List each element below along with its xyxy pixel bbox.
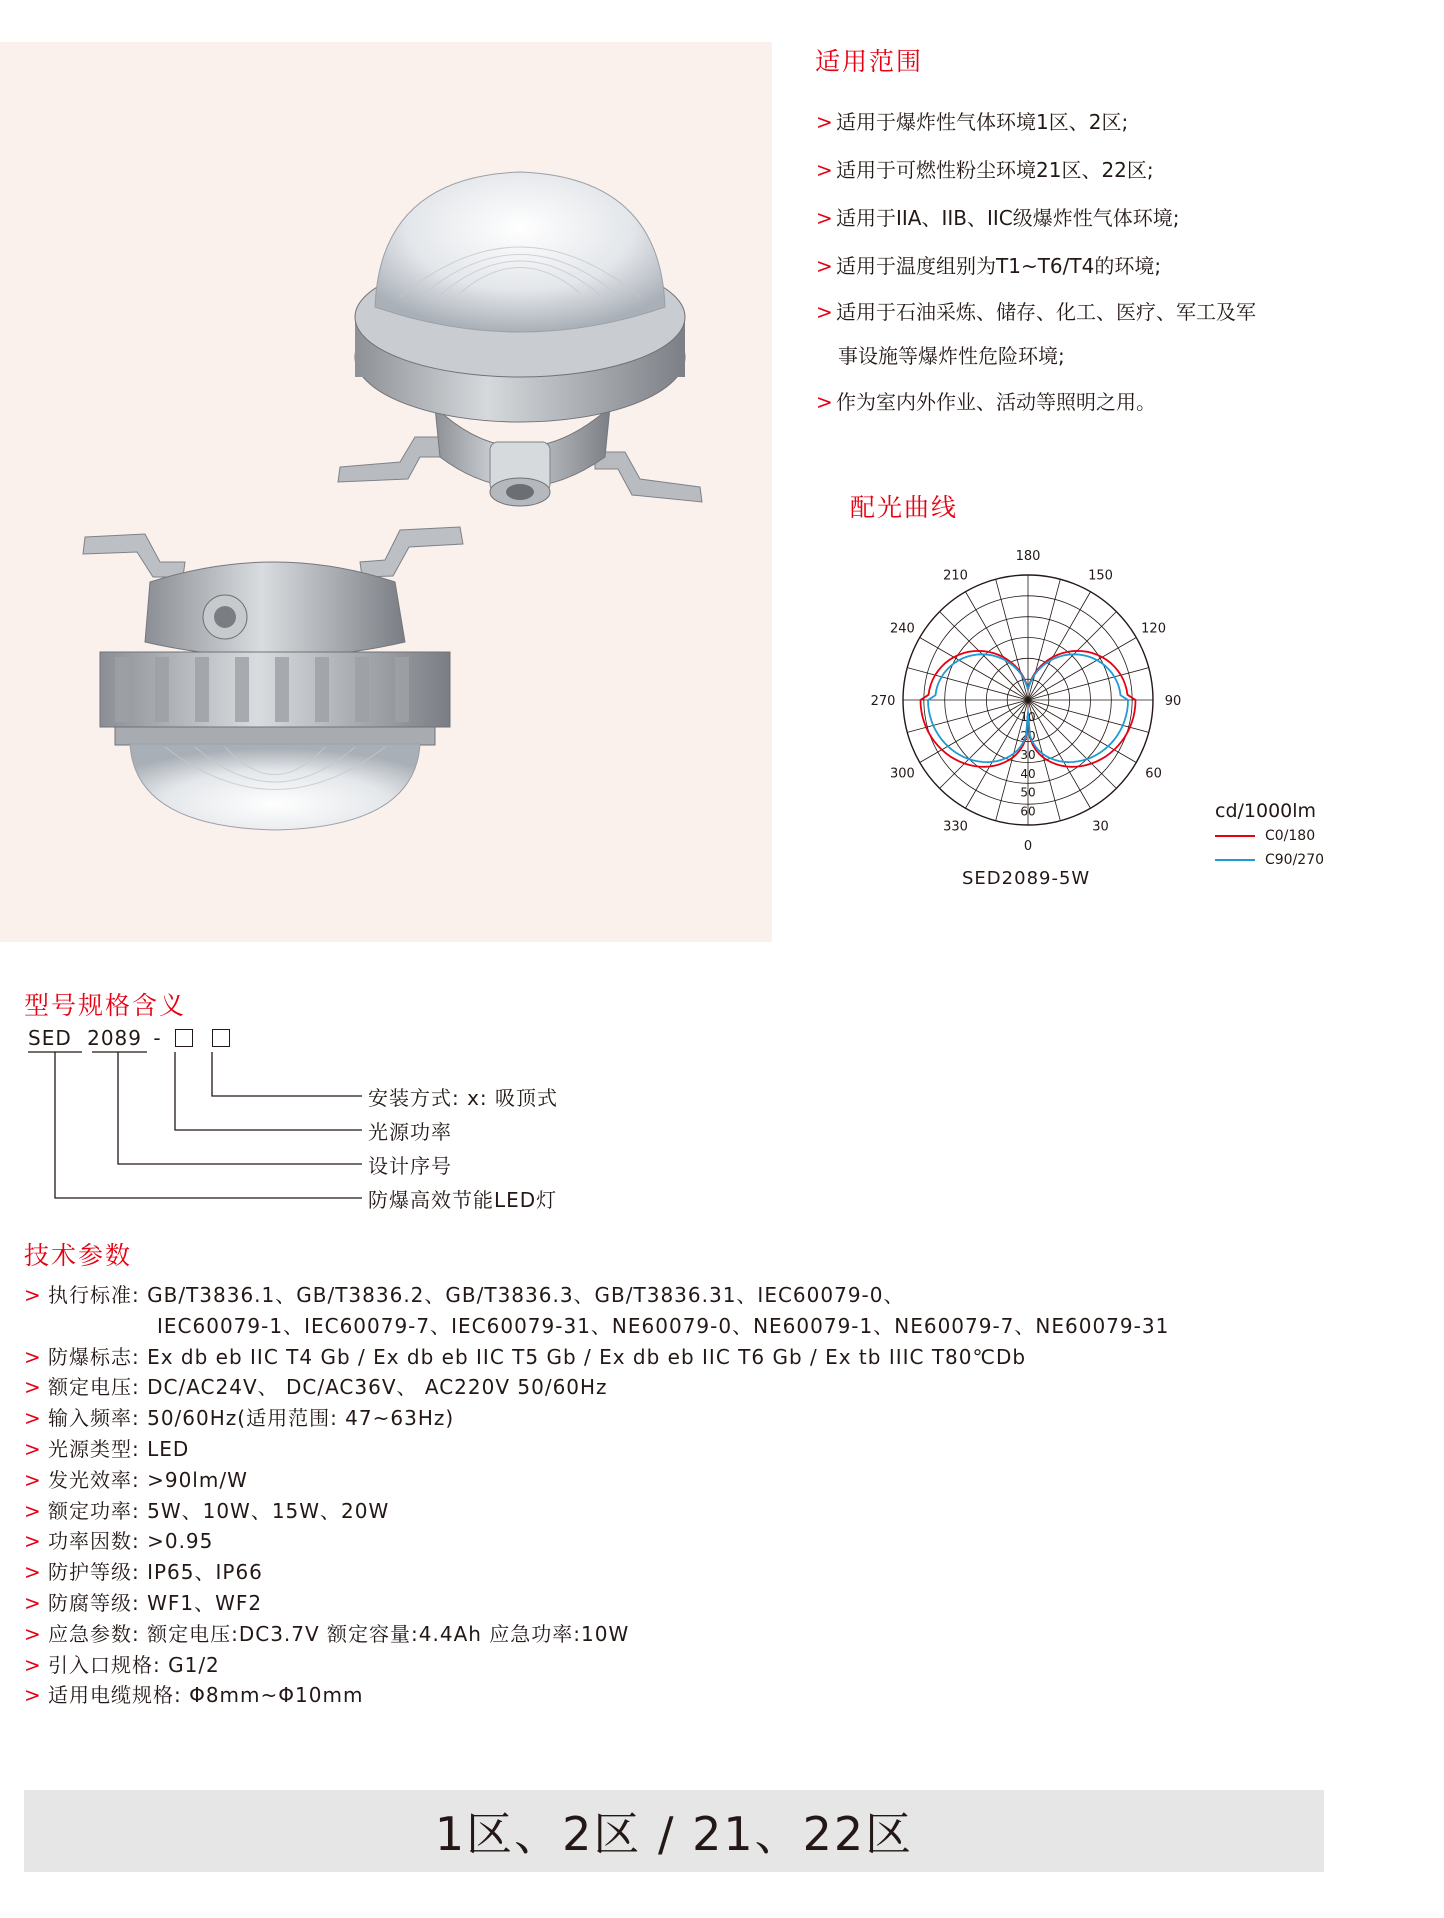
light-curve-title: 配光曲线 [850,493,959,522]
polar-angle-label: 300 [890,766,915,782]
polar-spoke [940,612,1028,700]
param-row: > 输入频率: 50/60Hz(适用范围: 47~63Hz) [24,1406,455,1431]
polar-angle-label: 240 [890,621,915,637]
param-row: > 光源类型: LED [24,1436,190,1461]
polar-spoke [1028,700,1116,788]
model-number: 2089 [87,1026,142,1050]
param-row: > 防腐等级: WF1、WF2 [24,1590,263,1615]
param-row-continued: IEC60079-1、IEC60079-7、IEC60079-31、NE60079-0、NE60079-1、NE60079-7、NE60079-31 [157,1313,1170,1338]
param-row: > 执行标准: GB/T3836.1、GB/T3836.2、GB/T3836.3、GB/T3836.31、IEC60079-0、 [24,1283,905,1307]
polar-spoke [966,700,1029,808]
scope-item: > 作为室内外作业、活动等照明之用。 [816,390,1156,414]
spec-label-design-no: 设计序号 [368,1154,452,1178]
spec-label-product-type: 防爆高效节能LED灯 [368,1188,558,1212]
model-code [28,1026,230,1050]
polar-radial-label: 10 [1020,709,1036,724]
polar-radial-label: 30 [1020,747,1036,762]
polar-radial-label: 40 [1020,766,1036,781]
application-scope-title: 适用范围 [815,47,924,76]
lamp-photo-upright [320,157,720,537]
scope-item: > 适用于爆炸性气体环境1区、2区; [816,110,1129,134]
polar-radial-label: 50 [1020,785,1036,800]
polar-angle-label: 330 [943,819,968,835]
product-photo-panel [0,42,772,942]
polar-angle-label: 30 [1092,819,1109,835]
explosion-zone-banner [24,1790,1324,1872]
spec-label-mounting: 安装方式: x: 吸顶式 [368,1086,559,1110]
polar-angle-label: 60 [1145,766,1162,782]
legend-c90-270: C90/270 [1215,852,1324,868]
polar-radial-label: 60 [1020,804,1036,819]
scope-item-continued: 事设施等爆炸性危险环境; [838,344,1065,368]
scope-item: > 适用于IIA、IIB、IIC级爆炸性气体环境; [816,206,1180,230]
legend-swatch-blue [1215,859,1255,861]
power-placeholder-box [175,1029,193,1047]
param-row: > 适用电缆规格: Φ8mm~Φ10mm [24,1683,364,1708]
polar-spoke [940,700,1028,788]
scope-item: > 适用于石油采炼、储存、化工、医疗、军工及军 [816,300,1256,324]
model-dash: - [153,1026,162,1050]
scope-item: > 适用于可燃性粉尘环境21区、22区; [816,158,1154,182]
param-row: > 发光效率: >90lm/W [24,1467,248,1492]
scope-item: > 适用于温度组别为T1~T6/T4的环境; [816,254,1162,278]
polar-spoke [1028,592,1091,700]
model-prefix: SED [28,1026,72,1050]
tech-params-list [24,1280,1169,1711]
luminous-unit-label: cd/1000lm [1215,800,1317,822]
polar-spoke [966,592,1029,700]
param-row: > 额定功率: 5W、10W、15W、20W [24,1498,390,1523]
polar-angle-label: 120 [1141,621,1166,637]
polar-spoke [1028,700,1091,808]
legend-swatch-red [1215,835,1255,837]
zone-text: 1区、2区 / 21、22区 [434,1807,914,1861]
param-row: > 功率因数: >0.95 [24,1529,214,1554]
polar-chart-caption: SED2089-5W [962,868,1091,889]
param-row: > 引入口规格: G1/2 [24,1652,220,1677]
param-row: > 应急参数: 额定电压:DC3.7V 额定容量:4.4Ah 应急功率:10W [24,1621,630,1646]
mounting-placeholder-box [212,1029,230,1047]
legend-c0-180: C0/180 [1215,828,1315,844]
polar-angle-label: 90 [1164,694,1182,709]
param-row: > 防爆标志: Ex db eb IIC T4 Gb / Ex db eb IIC T5 Gb / Ex db eb IIC T6 Gb / Ex tb IIIC T80℃Db [24,1344,1027,1369]
polar-angle-label: 180 [1015,549,1041,564]
polar-light-distribution-chart [860,540,1200,860]
polar-angle-label: 270 [870,694,896,709]
lamp-photo-inverted [75,522,475,832]
param-row: > 额定电压: DC/AC24V、 DC/AC36V、 AC220V 50/60Hz [24,1375,608,1400]
polar-angle-label: 150 [1088,568,1113,584]
model-spec-title: 型号规格含义 [24,991,187,1020]
polar-spoke [1028,612,1116,700]
spec-label-power: 光源功率 [368,1120,452,1144]
application-scope-list [816,98,1336,426]
polar-angle-label: 210 [943,568,968,584]
tech-params-title: 技术参数 [24,1241,133,1270]
polar-radial-label: 20 [1020,728,1036,743]
polar-angle-label: 0 [1023,839,1033,854]
param-row: > 防护等级: IP65、IP66 [24,1560,263,1585]
